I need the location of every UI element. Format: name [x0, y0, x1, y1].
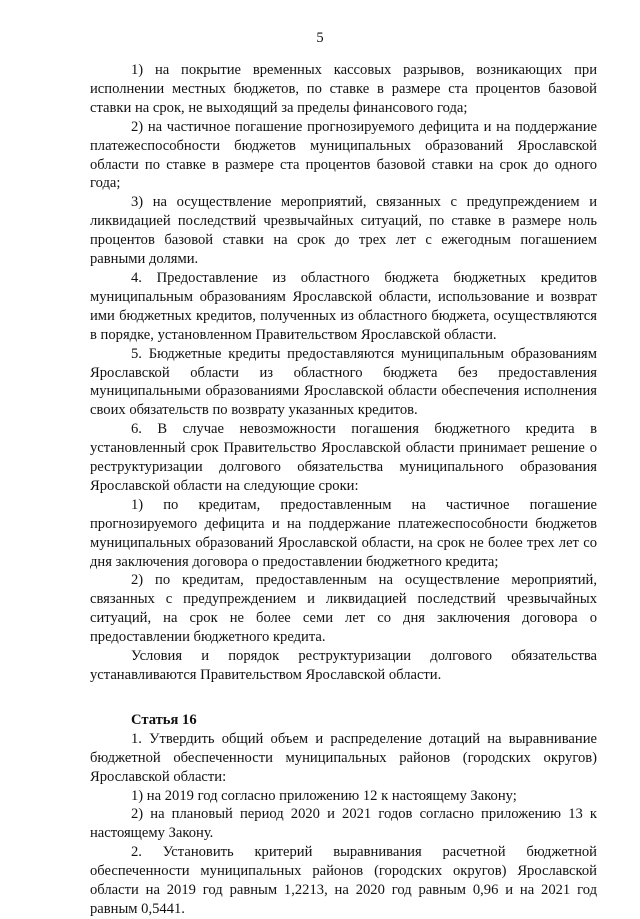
- paragraph-credit-deficit: 2) на частичное погашение прогнозируемого дефицита и на поддержание платежеспособности бюджетов муниципальных образований Ярославской области по ставке в размере ста процентов базовой ставки на срок до одного года;: [90, 118, 597, 192]
- paragraph-credit-emergencies: 3) на осуществление мероприятий, связанных с предупреждением и ликвидацией последствий чрезвычайных ситуаций, по ставке в размере ноль процентов базовой ставки на срок до трех лет с ежегодным погашением равными долями.: [90, 194, 597, 268]
- paragraph-item-5: 5. Бюджетные кредиты предоставляются муниципальным образованиям Ярославской области из областного бюджета без предоставления муниципальными образованиями Ярославской области обеспечения исполнения своих обязательств по возврату указанных кредитов.: [90, 345, 597, 419]
- paragraph-item-4: 4. Предоставление из областного бюджета бюджетных кредитов муниципальным образованиям Ярославской области, использование и возврат ими бюджетных кредитов, полученных из областного бюджета, осуществляются в порядке, установленном Правительством Ярославской области.: [90, 269, 597, 343]
- paragraph-item-6: 6. В случае невозможности погашения бюджетного кредита в установленный срок Правительство Ярославской области принимает решение о реструктуризации долгового обязательства муниципального образования Ярославской области на следующие сроки:: [90, 421, 597, 494]
- section-spacer: [90, 685, 597, 711]
- paragraph-restructuring-term-1: 1) по кредитам, предоставленным на частичное погашение прогнозируемого дефицита и на поддержание платежеспособности бюджетов муниципальных образований Ярославской области, на срок не более трех лет со дня заключения договора о предоставлении бюджетного кредита;: [90, 496, 597, 570]
- paragraph-article16-item-1: 1. Утвердить общий объем и распределение дотаций на выравнивание бюджетной обеспеченности муниципальных районов (городских округов) Ярославской области:: [90, 730, 597, 785]
- paragraph-article16-item-2: 2. Установить критерий выравнивания расчетной бюджетной обеспеченности муниципальных районов (городских округов) Ярославской области на 2019 год равным 1,2213, на 2020 год равным 0,96 и на 2021 год равным 0,5441.: [90, 844, 597, 917]
- paragraph-article16-2020-2021: 2) на плановый период 2020 и 2021 годов согласно приложению 13 к настоящему Закону.: [90, 806, 597, 842]
- paragraph-restructuring-conditions: Условия и порядок реструктуризации долгового обязательства устанавливаются Правительством Ярославской области.: [90, 648, 597, 683]
- paragraph-restructuring-term-2: 2) по кредитам, предоставленным на осуществление мероприятий, связанных с предупреждением и ликвидацией последствий чрезвычайных ситуаций, на срок не более семи лет со дня заключения договора о предоставлении бюджетного кредита.: [90, 572, 597, 646]
- article-title: Статья 16: [131, 711, 197, 728]
- page-number: 5: [316, 30, 324, 46]
- paragraph-credit-cash-gaps: 1) на покрытие временных кассовых разрывов, возникающих при исполнении местных бюджетов, по ставке в размере ста процентов базовой ставки на срок, не выходящий за пределы финансового года;: [90, 62, 597, 116]
- document-body: [90, 61, 597, 919]
- paragraph-article16-2019: 1) на 2019 год согласно приложению 12 к настоящему Закону;: [131, 787, 517, 804]
